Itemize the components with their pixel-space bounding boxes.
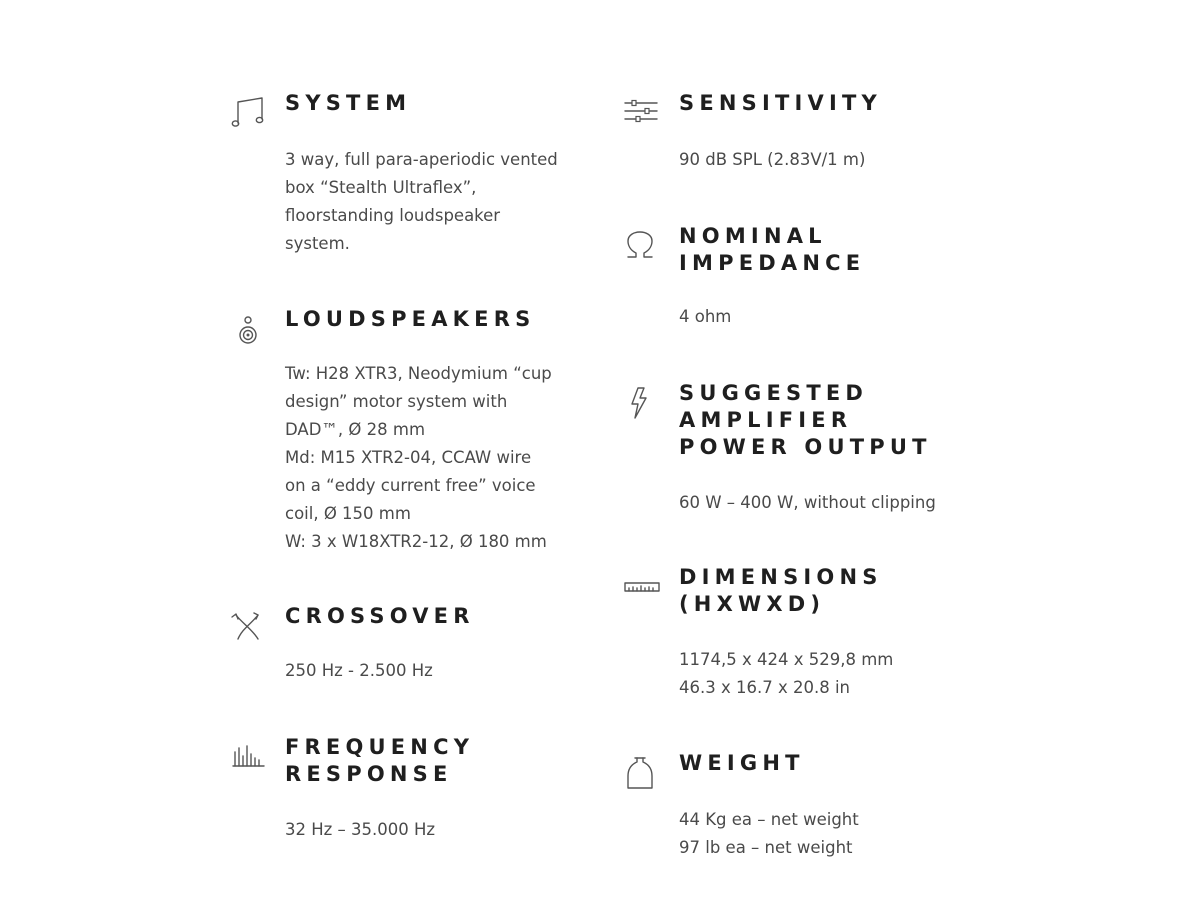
spec-crossover-title: CROSSOVER xyxy=(285,604,475,628)
spec-suggested-amplifier-title: SUGGESTED AMPLIFIER POWER OUTPUT xyxy=(679,381,932,459)
weight-icon xyxy=(624,756,660,792)
spec-frequency-response-title: FREQUENCY RESPONSE xyxy=(285,735,475,786)
spec-loudspeakers-body: Tw: H28 XTR3, Neodymium “cup design” motor system with DAD™, Ø 28 mm Md: M15 XTR2-04, CCAW wire on a “eddy current free” voice coil, Ø 150 mm W: 3 x W18XTR2-12, Ø 180 mm xyxy=(285,364,552,551)
speaker-icon xyxy=(230,312,266,348)
spec-nominal-impedance-title: NOMINAL IMPEDANCE xyxy=(679,224,866,275)
crossover-arrows-icon xyxy=(230,609,266,645)
sliders-icon xyxy=(624,96,660,132)
ruler-icon xyxy=(624,570,660,606)
spec-nominal-impedance-body: 4 ohm xyxy=(679,307,732,326)
spec-weight-body: 44 Kg ea – net weight 97 lb ea – net weight xyxy=(679,810,859,857)
spec-loudspeakers-title: LOUDSPEAKERS xyxy=(285,307,536,331)
music-note-icon xyxy=(230,96,266,132)
spec-system-title: SYSTEM xyxy=(285,91,412,115)
spec-weight-title: WEIGHT xyxy=(679,751,805,775)
spec-system-body: 3 way, full para-aperiodic vented box “Stealth Ultraflex”, floorstanding loudspeaker system. xyxy=(285,150,558,253)
spec-dimensions-body: 1174,5 x 424 x 529,8 mm 46.3 x 16.7 x 20.8 in xyxy=(679,650,894,697)
spec-sensitivity-body: 90 dB SPL (2.83V/1 m) xyxy=(679,150,866,169)
spec-crossover-body: 250 Hz - 2.500 Hz xyxy=(285,661,433,680)
spec-frequency-response-body: 32 Hz – 35.000 Hz xyxy=(285,820,436,839)
lightning-bolt-icon xyxy=(624,386,660,422)
spec-dimensions-title: DIMENSIONS (HXWXD) xyxy=(679,565,883,616)
equalizer-bars-icon xyxy=(230,740,266,776)
spec-suggested-amplifier-body: 60 W – 400 W, without clipping xyxy=(679,493,936,512)
omega-icon xyxy=(624,229,660,265)
spec-sensitivity-title: SENSITIVITY xyxy=(679,91,882,115)
